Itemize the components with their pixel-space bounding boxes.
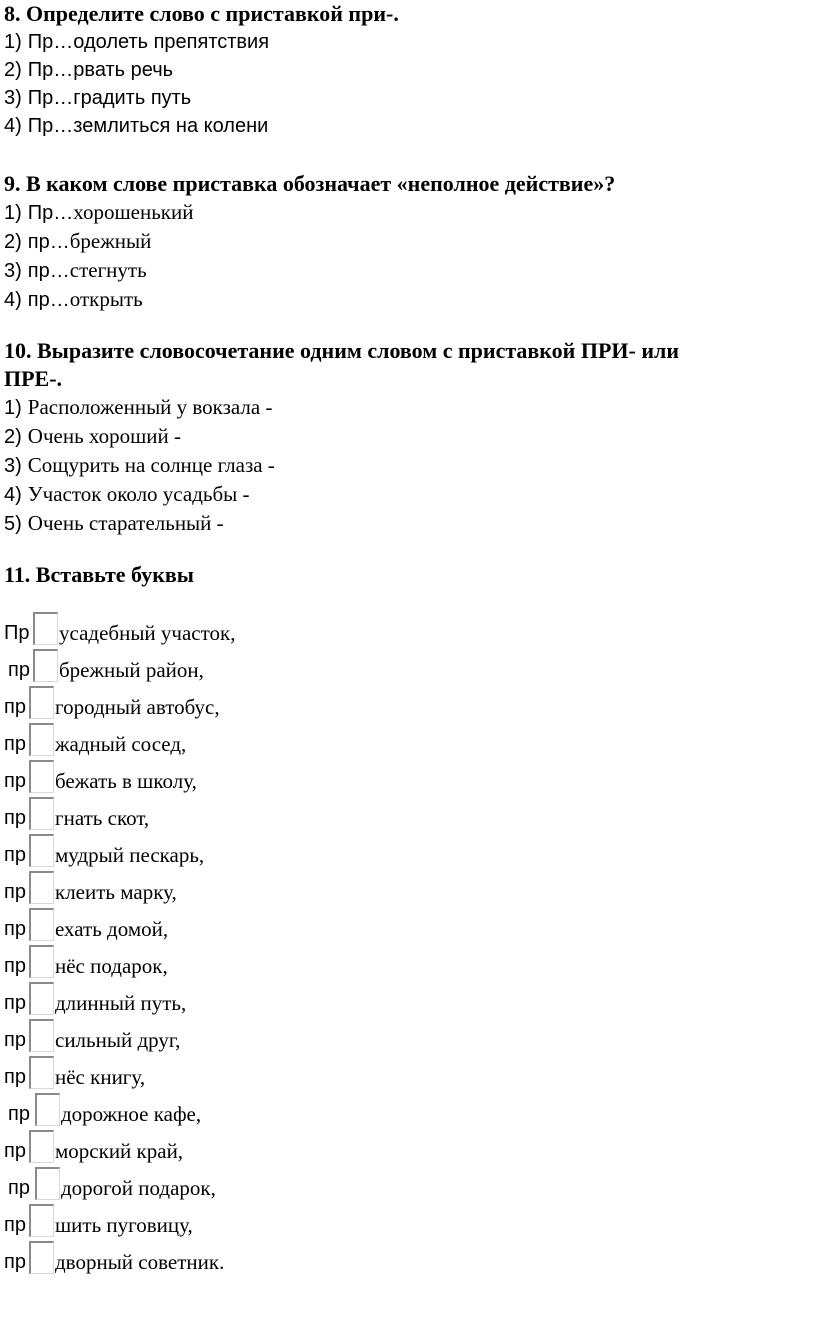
option-text: Расположенный у вокзала - xyxy=(27,395,273,419)
option-text: брежный xyxy=(69,229,152,253)
option-number: 2) xyxy=(4,231,22,253)
option-number: 1) xyxy=(4,397,22,419)
option-text: Сощурить на солнце глаза - xyxy=(27,453,275,477)
option-prefix: Пр… xyxy=(27,202,74,224)
letter-input-box[interactable] xyxy=(29,945,54,978)
prefix-text: пр xyxy=(4,770,26,792)
option-number: 4) xyxy=(4,289,22,311)
word-ending: брежный район, xyxy=(59,658,204,682)
question-9 xyxy=(4,170,615,314)
question-10-title-line-2: ПРЕ-. xyxy=(4,366,63,391)
question-10 xyxy=(4,337,679,538)
letter-input-box[interactable] xyxy=(29,797,54,830)
fill-in-row xyxy=(4,908,604,945)
question-8-option-1 xyxy=(4,28,399,56)
question-11-title: 11. Вставьте буквы xyxy=(4,562,194,587)
fill-in-row xyxy=(4,649,604,686)
fill-in-row xyxy=(4,1130,604,1167)
word-ending: ехать домой, xyxy=(55,917,169,941)
question-9-option-3 xyxy=(4,256,615,285)
word-ending: клеить марку, xyxy=(55,880,177,904)
fill-in-row xyxy=(4,1241,604,1278)
word-ending: дорогой подарок, xyxy=(61,1176,216,1200)
option-prefix: Пр… xyxy=(27,59,74,81)
option-prefix: Пр… xyxy=(27,87,74,109)
question-10-option-1 xyxy=(4,393,679,422)
question-8 xyxy=(4,0,399,140)
word-ending: бежать в школу, xyxy=(55,769,197,793)
letter-input-box[interactable] xyxy=(33,612,58,645)
letter-input-box[interactable] xyxy=(29,982,54,1015)
prefix-text: пр xyxy=(4,733,26,755)
word-ending: нёс подарок, xyxy=(55,954,168,978)
prefix-text: пр xyxy=(4,1066,26,1088)
word-ending: шить пуговицу, xyxy=(55,1213,193,1237)
word-ending: усадебный участок, xyxy=(59,621,236,645)
question-10-title-line-1: 10. Выразите словосочетание одним словом с приставкой ПРИ- или xyxy=(4,338,680,363)
option-text: одолеть препятствия xyxy=(73,31,270,53)
option-text: рвать речь xyxy=(73,59,174,81)
question-8-option-2 xyxy=(4,56,399,84)
option-prefix: пр… xyxy=(27,231,70,253)
option-prefix: Пр… xyxy=(27,31,74,53)
question-10-option-2 xyxy=(4,422,679,451)
fill-in-row xyxy=(4,797,604,834)
fill-in-row xyxy=(4,945,604,982)
word-ending: мудрый пескарь, xyxy=(55,843,205,867)
question-11 xyxy=(4,561,194,589)
option-number: 2) xyxy=(4,426,22,448)
prefix-text: пр xyxy=(4,1029,26,1051)
option-number: 5) xyxy=(4,513,22,535)
prefix-text: пр xyxy=(8,659,30,681)
option-text: Участок около усадьбы - xyxy=(27,482,250,506)
prefix-text: пр xyxy=(4,881,26,903)
prefix-text: пр xyxy=(4,1214,26,1236)
option-text: Очень хороший - xyxy=(27,424,182,448)
letter-input-box[interactable] xyxy=(29,1130,54,1163)
option-number: 3) xyxy=(4,87,22,109)
option-number: 4) xyxy=(4,484,22,506)
word-ending: нёс книгу, xyxy=(55,1065,146,1089)
word-ending: длинный путь, xyxy=(55,991,187,1015)
letter-input-box[interactable] xyxy=(29,760,54,793)
prefix-text: пр xyxy=(4,955,26,977)
prefix-text: пр xyxy=(4,1140,26,1162)
option-number: 1) xyxy=(4,31,22,53)
question-10-option-5 xyxy=(4,509,679,538)
letter-input-box[interactable] xyxy=(29,1019,54,1052)
prefix-text: пр xyxy=(8,1177,30,1199)
prefix-text: пр xyxy=(4,844,26,866)
fill-in-row xyxy=(4,871,604,908)
prefix-text: Пр xyxy=(4,622,30,644)
fill-in-row xyxy=(4,760,604,797)
word-ending: дворный советник. xyxy=(55,1250,225,1274)
question-10-option-3 xyxy=(4,451,679,480)
option-text: землиться на колени xyxy=(73,115,269,137)
prefix-text: пр xyxy=(4,992,26,1014)
question-9-option-4 xyxy=(4,285,615,314)
option-text: градить путь xyxy=(73,87,192,109)
fill-in-row xyxy=(4,1056,604,1093)
option-number: 3) xyxy=(4,260,22,282)
question-8-title: 8. Определите слово с приставкой при-. xyxy=(4,1,399,26)
letter-input-box[interactable] xyxy=(29,686,54,719)
fill-in-row xyxy=(4,1019,604,1056)
word-ending: городный автобус, xyxy=(55,695,220,719)
option-number: 2) xyxy=(4,59,22,81)
fill-in-row xyxy=(4,723,604,760)
question-9-option-1 xyxy=(4,198,615,227)
letter-input-box[interactable] xyxy=(33,649,58,682)
word-ending: гнать скот, xyxy=(55,806,150,830)
option-number: 1) xyxy=(4,202,22,224)
option-text: стегнуть xyxy=(69,258,147,282)
letter-input-box[interactable] xyxy=(29,871,54,904)
option-number: 4) xyxy=(4,115,22,137)
word-ending: сильный друг, xyxy=(55,1028,181,1052)
option-prefix: пр… xyxy=(27,260,70,282)
fill-in-row xyxy=(4,1167,604,1204)
option-prefix: пр… xyxy=(27,289,70,311)
option-text: Очень старательный - xyxy=(27,511,224,535)
option-text: открыть xyxy=(69,287,143,311)
letter-input-box[interactable] xyxy=(29,834,54,867)
question-10-option-4 xyxy=(4,480,679,509)
letter-input-box[interactable] xyxy=(29,1241,54,1274)
letter-input-box[interactable] xyxy=(35,1167,60,1200)
prefix-text: пр xyxy=(8,1103,30,1125)
prefix-text: пр xyxy=(4,696,26,718)
prefix-text: пр xyxy=(4,807,26,829)
prefix-text: пр xyxy=(4,1251,26,1273)
word-ending: морский край, xyxy=(55,1139,184,1163)
option-number: 3) xyxy=(4,455,22,477)
prefix-text: пр xyxy=(4,918,26,940)
letter-input-box[interactable] xyxy=(35,1093,60,1126)
fill-in-row xyxy=(4,982,604,1019)
word-ending: жадный сосед, xyxy=(55,732,187,756)
fill-in-row xyxy=(4,686,604,723)
question-9-option-2 xyxy=(4,227,615,256)
letter-input-box[interactable] xyxy=(29,1056,54,1089)
word-ending: дорожное кафе, xyxy=(61,1102,202,1126)
question-8-option-3 xyxy=(4,84,399,112)
question-11-items xyxy=(4,612,604,1278)
fill-in-row xyxy=(4,1093,604,1130)
fill-in-row xyxy=(4,1204,604,1241)
option-prefix: Пр… xyxy=(27,115,74,137)
fill-in-row xyxy=(4,834,604,871)
letter-input-box[interactable] xyxy=(29,1204,54,1237)
fill-in-row xyxy=(4,612,604,649)
option-text: хорошенький xyxy=(73,200,194,224)
question-9-title: 9. В каком слове приставка обозначает «неполное действие»? xyxy=(4,171,616,196)
letter-input-box[interactable] xyxy=(29,908,54,941)
letter-input-box[interactable] xyxy=(29,723,54,756)
question-8-option-4 xyxy=(4,112,399,140)
